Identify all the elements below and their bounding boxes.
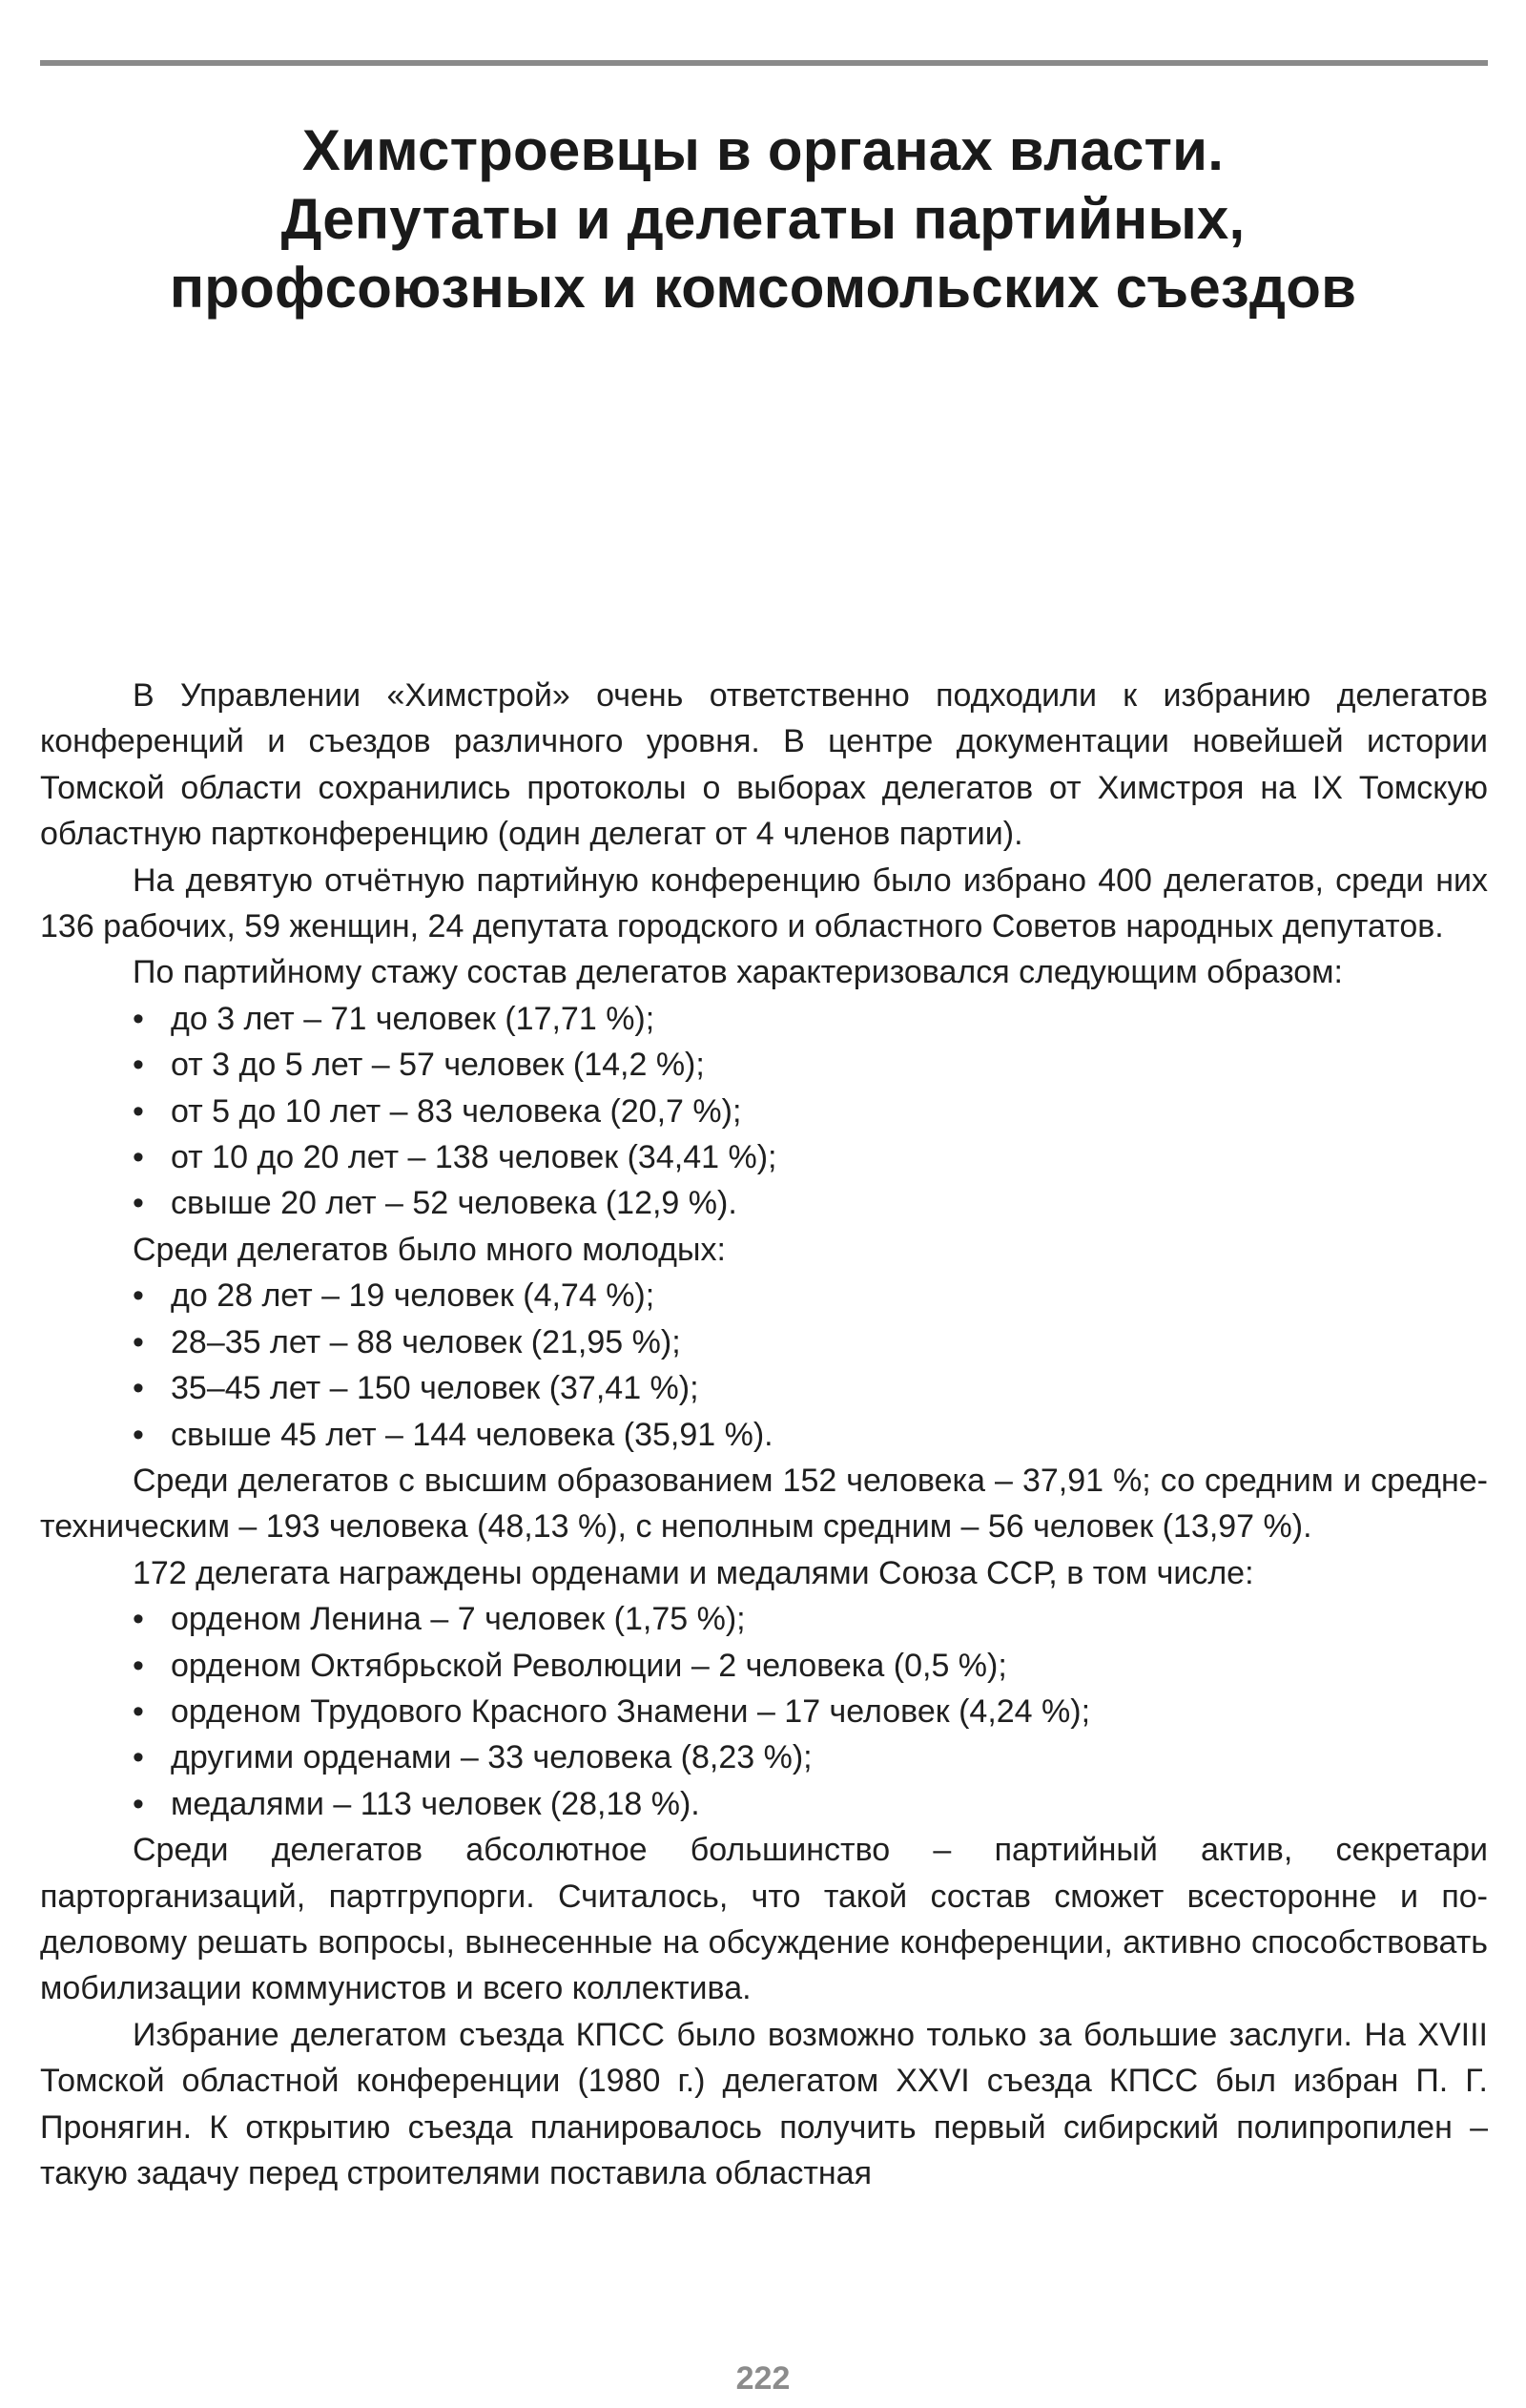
paragraph-2: На девятую отчётную партийную конференцию было избрано 400 делегатов, среди них 136 рабочих, 59 женщин, 24 депутата городского и областного Советов народных депутатов. [40, 861, 1488, 945]
list-item-text: медалями – 113 человек (28,18 %). [171, 1785, 700, 1822]
list-item [133, 1412, 1488, 1458]
list-item [133, 996, 1488, 1042]
bullet-icon: • [133, 1323, 144, 1360]
paragraph-7: Среди делегатов абсолютное большинство – партийный актив, секретари парторганизаций, партгрупорги. Считалось, что такой состав сможет всесторонне и по-деловому решать вопросы, вынесенные на обсуждение конференции, активно способствовать мобилизации коммунистов и всего коллектива. [40, 1832, 1488, 2007]
chapter-title [76, 116, 1450, 322]
list-item [133, 1042, 1488, 1088]
bullet-icon: • [133, 1739, 144, 1776]
bullet-icon: • [133, 1000, 144, 1037]
bullet-icon: • [133, 1601, 144, 1638]
bullet-icon: • [133, 1185, 144, 1222]
list-item-text: свыше 20 лет – 52 человека (12,9 %). [171, 1185, 737, 1222]
title-line-1: Химстроевцы в органах власти. [301, 118, 1225, 182]
list-item [133, 1734, 1488, 1780]
list-item-text: орденом Ленина – 7 человек (1,75 %); [171, 1601, 746, 1638]
list-item [133, 1273, 1488, 1318]
list-item-text: орденом Трудового Красного Знамени – 17 человек (4,24 %); [171, 1692, 1091, 1730]
awards-list [40, 1596, 1488, 1827]
list-item-text: 28–35 лет – 88 человек (21,95 %); [171, 1323, 681, 1360]
list-item [133, 1596, 1488, 1642]
party-tenure-list [40, 996, 1488, 1227]
top-rule [40, 60, 1488, 66]
bullet-icon: • [133, 1047, 144, 1084]
paragraph-8: Избрание делегатом съезда КПСС было возможно только за большие заслуги. На XVIII Томской областной конференции (1980 г.) делегатом XXVI съезда КПСС был избран П. Г. Пронягин. К открытию съезда планировалось получить первый сибирский полипропилен – такую задачу перед строителями поставила областная [40, 2016, 1488, 2191]
paragraph-6: 172 делегата награждены орденами и медалями Союза ССР, в том числе: [133, 1554, 1254, 1591]
body-text [40, 673, 1488, 2196]
list-item-text: 35–45 лет – 150 человек (37,41 %); [171, 1370, 699, 1407]
list-item [133, 1643, 1488, 1689]
list-item-text: до 3 лет – 71 человек (17,71 %); [171, 1000, 655, 1037]
list-item-text: свыше 45 лет – 144 человека (35,91 %). [171, 1416, 773, 1453]
bullet-icon: • [133, 1139, 144, 1176]
bullet-icon: • [133, 1092, 144, 1130]
list-item [133, 1365, 1488, 1411]
bullet-icon: • [133, 1692, 144, 1730]
age-list [40, 1273, 1488, 1458]
list-item [133, 1781, 1488, 1827]
list-item [133, 1180, 1488, 1226]
bullet-icon: • [133, 1416, 144, 1453]
bullet-icon: • [133, 1647, 144, 1684]
bullet-icon: • [133, 1785, 144, 1822]
page-number: 222 [735, 2360, 791, 2397]
title-line-3: профсоюзных и комсомольских съездов [169, 256, 1357, 320]
list-item-text: орденом Октябрьской Революции – 2 человека (0,5 %); [171, 1647, 1007, 1684]
paragraph-1: В Управлении «Химстрой» очень ответственно подходили к избранию делегатов конференций и съездов различного уровня. В центре документации новейшей истории Томской области сохранились протоколы о выборах делегатов от Химстроя на IX Томскую областную партконференцию (один делегат от 4 членов партии). [40, 677, 1488, 853]
paragraph-3: По партийному стажу состав делегатов характеризовался следующим образом: [133, 954, 1343, 991]
list-item-text: от 10 до 20 лет – 138 человек (34,41 %); [171, 1139, 777, 1176]
bullet-icon: • [133, 1277, 144, 1315]
list-item [133, 1089, 1488, 1134]
list-item-text: от 3 до 5 лет – 57 человек (14,2 %); [171, 1047, 705, 1084]
bullet-icon: • [133, 1370, 144, 1407]
paragraph-5: Среди делегатов с высшим образованием 152 человека – 37,91 %; со средним и средне-техническим – 193 человека (48,13 %), с неполным средним – 56 человек (13,97 %). [40, 1462, 1488, 1546]
title-line-2: Депутаты и делегаты партийных, [280, 187, 1246, 251]
list-item-text: другими орденами – 33 человека (8,23 %); [171, 1739, 813, 1776]
list-item [133, 1134, 1488, 1180]
list-item [133, 1319, 1488, 1365]
paragraph-4: Среди делегатов было много молодых: [133, 1231, 726, 1268]
list-item-text: до 28 лет – 19 человек (4,74 %); [171, 1277, 655, 1315]
list-item [133, 1689, 1488, 1734]
list-item-text: от 5 до 10 лет – 83 человека (20,7 %); [171, 1092, 742, 1130]
